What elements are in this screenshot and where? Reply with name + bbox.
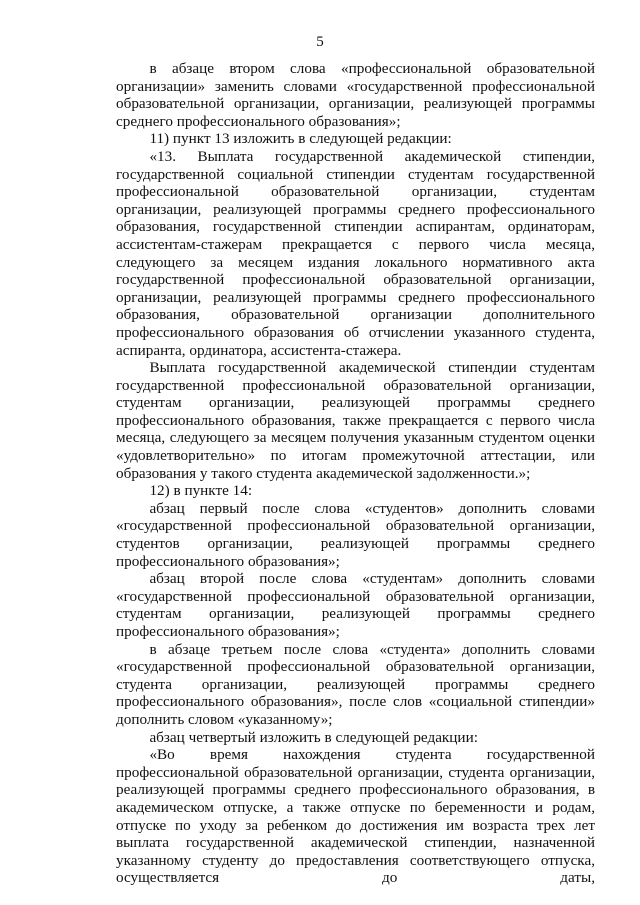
paragraph-9: абзац четвертый изложить в следующей редакции: [149, 728, 478, 746]
paragraph-4: Выплата государственной академической стипендии студентам государственной профессиональной образовательной организации, студентам организации, реализующей программы среднего профессионального образования, также прекращается с первого числа месяца, следующего за месяцем получения указанным студентом оценки «удовлетворительно» по итогам промежуточной аттестации, или образования у такого студента академической задолженности.»; [116, 359, 595, 482]
paragraph-10: «Во время нахождения студента государственной профессиональной образовательной организации, студента организации, реализующей программы среднего профессионального образования, в академическом отпуске, а также отпуске по беременности и родам, отпуске по уходу за ребенком до достижения им возраста трех лет выплата государственной академической стипендии, назначенной указанному студенту до предоставления соответствующего отпуска, осуществляется до даты, [116, 746, 595, 887]
paragraph-1: в абзаце втором слова «профессиональной образовательной организации» заменить словами «государственной профессиональной образовательной организации, организации, реализующей программы среднего профессионального образования»; [116, 60, 595, 130]
paragraph-6: абзац первый после слова «студентов» дополнить словами «государственной профессиональной образовательной организации, студентов организации, реализующей программы среднего профессионального образования»; [116, 499, 595, 570]
paragraph-8: в абзаце третьем после слова «студента» дополнить словами «государственной профессиональной образовательной организации, студента организации, реализующей программы среднего профессионального образования», после слов «социальной стипендии» дополнить словом «указанному»; [116, 640, 595, 728]
paragraph-2: 11) пункт 13 изложить в следующей редакции: [149, 130, 452, 148]
paragraph-7: абзац второй после слова «студентам» дополнить словами «государственной профессиональной образовательной организации, студентам организации, реализующей программы среднего профессионального образования»; [116, 570, 595, 640]
paragraph-3: «13. Выплата государственной академической стипендии, государственной социальной стипендии студентам государственной профессиональной образовательной организации, студентам организации, реализующей программы среднего профессионального образования, государственной стипендии аспирантам, ординаторам, ассистентам-стажерам прекращается с первого числа месяца, следующего за месяцем издания локального нормативного акта государственной профессиональной образовательной организации, организации, реализующей программы среднего профессионального образования, образовательной организации дополнительного профессионального образования об отчислении указанного студента, аспиранта, ординатора, ассистента-стажера. [116, 147, 595, 359]
paragraph-5: 12) в пункте 14: [149, 482, 253, 500]
page-number: 5 [316, 34, 324, 50]
document-body [116, 60, 595, 887]
